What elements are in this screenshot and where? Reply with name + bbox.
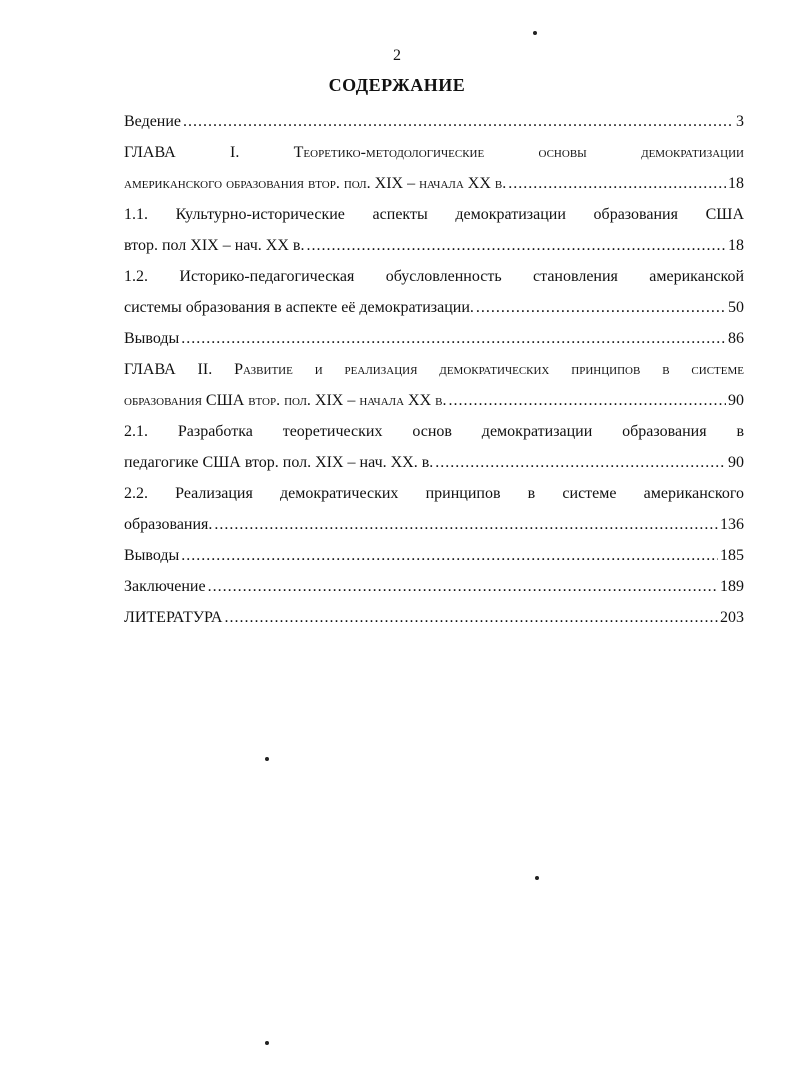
toc-entry-page: 18: [728, 175, 744, 192]
table-of-contents: [124, 100, 744, 627]
toc-entry-1-2-line1[interactable]: [124, 255, 744, 286]
dot-leader: [208, 578, 718, 596]
toc-entry-conclusions-1[interactable]: [124, 317, 744, 348]
toc-entry-page: 90: [728, 454, 744, 471]
toc-entry-title: ЛИТЕРАТУРА: [124, 609, 223, 626]
toc-entry-page: 185: [720, 547, 744, 564]
toc-entry-title: Выводы: [124, 330, 180, 347]
toc-entry-title: педагогике США втор. пол. XIX – нач. XX. в.: [124, 454, 434, 471]
toc-entry-conclusions-2[interactable]: [124, 534, 744, 565]
dot-leader: [224, 609, 718, 627]
toc-entry-conclusion[interactable]: [124, 565, 744, 596]
toc-entry-title: 1.2. Историко-педагогическая обусловленность становления американской: [124, 268, 744, 285]
toc-entry-title: втор. пол XIX – нач. XX в.: [124, 237, 305, 254]
toc-entry-title: Выводы: [124, 547, 180, 564]
toc-entry-2-1-line2[interactable]: [124, 441, 744, 472]
dot-leader: [183, 113, 734, 131]
toc-entry-title: образования США втор. пол. XIX – начала XX в.: [124, 392, 447, 409]
dot-leader: [214, 516, 718, 534]
scan-speck: [265, 757, 269, 761]
toc-entry-title: американского образования втор. пол. XIX – начала XX в.: [124, 175, 507, 192]
toc-entry-title: 1.1. Культурно-исторические аспекты демократизации образования США: [124, 206, 744, 223]
toc-entry-page: 50: [728, 299, 744, 316]
dot-leader: [476, 299, 726, 317]
toc-entry-page: 136: [720, 516, 744, 533]
toc-title: СОДЕРЖАНИЕ: [328, 75, 466, 95]
toc-entry-chapter-2-line1[interactable]: [124, 348, 744, 379]
dot-leader: [181, 547, 718, 565]
toc-entry-1-1-line1[interactable]: [124, 193, 744, 224]
toc-entry-page: 189: [720, 578, 744, 595]
toc-entry-title: ГЛАВА I. Теоретико-методологические основы демократизации: [124, 144, 744, 161]
toc-entry-title: системы образования в аспекте её демократизации.: [124, 299, 474, 316]
toc-entry-literature[interactable]: [124, 596, 744, 627]
toc-entry-chapter-1-line2[interactable]: [124, 162, 744, 193]
toc-entry-title: Ведение: [124, 113, 182, 130]
toc-entry-2-2-line2[interactable]: [124, 503, 744, 534]
dot-leader: [508, 175, 726, 193]
toc-entry-title: ГЛАВА II. Развитие и реализация демократических принципов в системе: [124, 361, 744, 378]
scan-speck: [535, 876, 539, 880]
toc-entry-title: 2.1. Разработка теоретических основ демократизации образования в: [124, 423, 744, 440]
toc-entry-page: 18: [728, 237, 744, 254]
toc-entry-title: Заключение: [124, 578, 206, 595]
dot-leader: [181, 330, 726, 348]
page-number: 2: [393, 47, 401, 64]
dot-leader: [306, 237, 726, 255]
toc-entry-page: 203: [720, 609, 744, 626]
toc-entry-1-2-line2[interactable]: [124, 286, 744, 317]
toc-entry-chapter-1-line1[interactable]: [124, 131, 744, 162]
scan-speck: [265, 1041, 269, 1045]
toc-entry-2-1-line1[interactable]: [124, 410, 744, 441]
toc-entry-chapter-2-line2[interactable]: [124, 379, 744, 410]
toc-entry-intro[interactable]: [124, 100, 744, 131]
dot-leader: [449, 392, 726, 410]
scan-speck: [533, 31, 537, 35]
toc-entry-title: образования.: [124, 516, 213, 533]
dot-leader: [435, 454, 726, 472]
toc-entry-page: 86: [728, 330, 744, 347]
toc-entry-title: 2.2. Реализация демократических принципов в системе американского: [124, 485, 744, 502]
toc-entry-1-1-line2[interactable]: [124, 224, 744, 255]
toc-entry-page: 3: [736, 113, 744, 130]
toc-entry-page: 90: [728, 392, 744, 409]
toc-entry-2-2-line1[interactable]: [124, 472, 744, 503]
